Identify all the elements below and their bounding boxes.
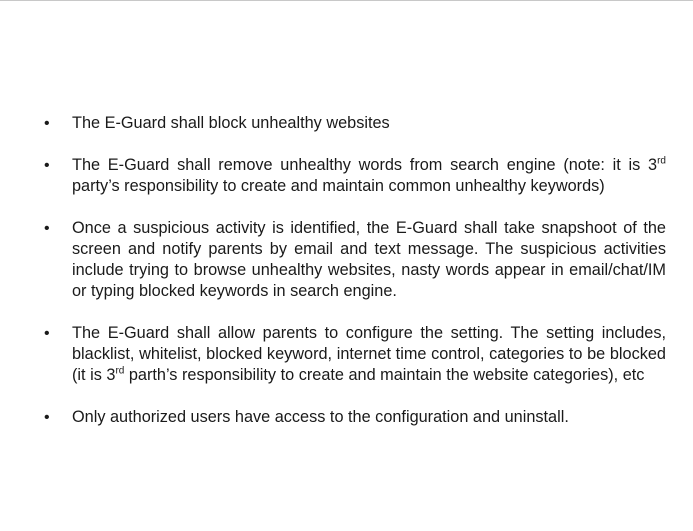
- brand-letter: E: [107, 324, 119, 342]
- bullet-item-snapshot-notify: [44, 218, 666, 302]
- bullet-text-body: -Guard shall remove unhealthy words from search engine (note: it is 3: [118, 156, 658, 174]
- brand-letter: E: [107, 156, 119, 174]
- bullet-text-rest: party’s responsibility to create and maintain common unhealthy keywords): [72, 177, 605, 195]
- brand-letter: E: [104, 114, 116, 132]
- bullet-item-authorized-access: [44, 407, 666, 428]
- bullet-dot-icon: •: [44, 115, 50, 132]
- bullet-dot-icon: •: [44, 325, 50, 342]
- bullet-dot-icon: •: [44, 157, 50, 174]
- bullet-text-prefix: Once a suspicious activity is identified, the: [72, 219, 396, 237]
- bullet-text-prefix: The: [72, 114, 105, 132]
- ordinal-superscript: rd: [115, 365, 125, 377]
- requirements-bullet-list: [44, 113, 666, 449]
- bullet-text-body: -Guard shall take snapshoot of the screen and notify parents by email and text message. The suspicious activities include trying to browse unhealthy websites, nasty words appear in email/chat/IM or typing blocked keywords in search engine.: [72, 219, 666, 300]
- bullet-dot-icon: •: [44, 220, 50, 237]
- bullet-item-configure-settings: [44, 323, 666, 386]
- bullet-text-body: -Guard shall allow parents to configure the setting. The setting includes, blacklist, whitelist, blocked keyword, internet time control, categories to be blocked (it is 3: [72, 324, 666, 384]
- bullet-dot-icon: •: [44, 409, 50, 426]
- bullet-text-prefix: The: [72, 156, 108, 174]
- bullet-item-remove-words: [44, 155, 666, 197]
- bullet-item-block-websites: [44, 113, 666, 134]
- ordinal-superscript: rd: [657, 155, 666, 167]
- bullet-text-rest: parth’s responsibility to create and maintain the website categories), etc: [124, 366, 645, 384]
- bullet-text-body: -Guard shall block unhealthy websites: [115, 114, 390, 132]
- bullet-text-body: Only authorized users have access to the configuration and uninstall.: [72, 408, 569, 426]
- bullet-text-prefix: The: [72, 324, 108, 342]
- brand-letter: E: [395, 219, 407, 237]
